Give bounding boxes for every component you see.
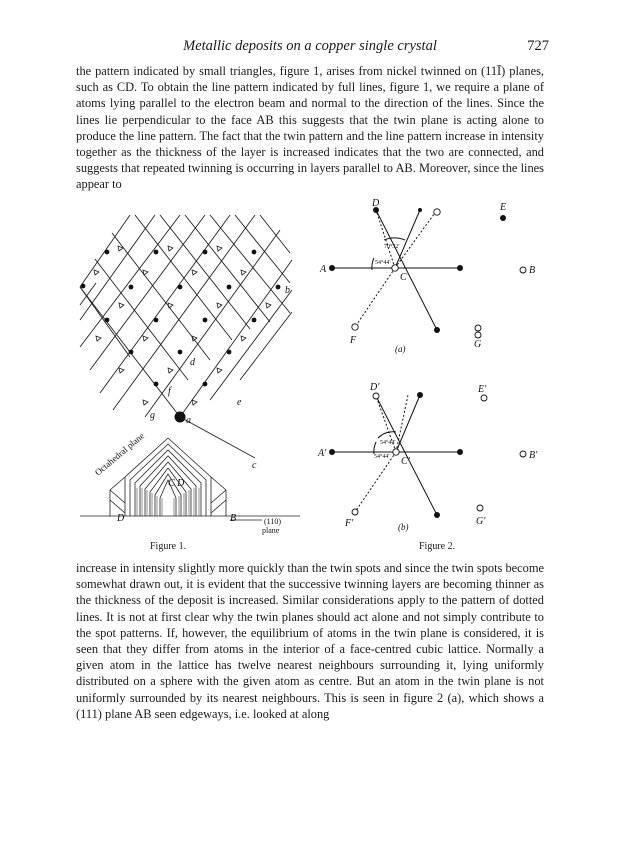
figure-mark [110,500,226,513]
figure-mark [396,395,408,452]
line-D-line [376,210,437,330]
label-2a-E: E [500,202,507,213]
point-bottom-prime [434,512,440,518]
twin-spot-triangle [94,270,99,275]
twin-spot-triangle [192,270,197,275]
figure-mark [160,215,250,329]
label-2b-E: E' [478,384,487,395]
label-2b-D: D' [370,382,380,393]
open-point-C-prime [393,449,399,455]
label-2b-F: F' [345,518,354,529]
octahedral-block [80,438,300,516]
twin-spot-triangle [192,336,197,341]
figure-2a-open-points [352,209,526,338]
line-C-F [355,268,395,327]
twin-spot-triangle [192,400,197,405]
label-2b-G: G' [476,516,486,527]
lattice-atom [178,285,183,290]
point-B-right [457,265,463,271]
open-point-C [392,265,398,271]
lattice-atom [276,285,281,290]
twin-spot-triangle [217,246,222,251]
figure-mark [135,215,232,340]
open-point-B [520,267,526,273]
lattice-atom [129,285,134,290]
line-a-c [180,417,255,458]
label-2a-A: A [320,264,327,275]
label-2b-panel: (b) [398,522,409,532]
figure-mark [378,432,396,438]
lattice-atom [252,250,257,255]
page-number: 727 [527,38,549,54]
lattice-atom [252,318,257,323]
open-point-D-prime [373,393,379,399]
paragraph-2: increase in intensity slightly more quickly than the twin spots and since the twin spots become somewhat drawn out, it is evident that the successive twinning layers are becoming thinner as the thickness of the deposit is increased. Similar considerations apply to the pattern of dotted lines. It is not at first clear why the twin planes should act alone and not simply contribute to the spot patterns. If, however, the equilibrium of atoms in the twin plane is considered, it is seen that they differ from atoms in the interior of a face-centred cubic lattice. Normally a given atom in the lattice has twelve nearest neighbours surrounding it, lying uniformly distributed on a sphere with the given atom as centre. But an atom in the twin plane is not uniformly surrounded by its nearest neighbours. This is seen in figure 2 (a), which shows a (111) plane AB seen edgeways, i.e. looked at along [76,561,544,721]
twin-spot-triangle [241,336,246,341]
twin-spot-triangle [143,270,148,275]
label-2a-D: D [372,198,380,209]
lattice-atom [178,350,183,355]
figure-1-atoms [81,250,281,423]
figure-1-triangles [94,246,271,405]
twin-spot-triangle [143,400,148,405]
point-A [329,265,335,271]
label-2a-F: F [350,335,357,346]
figure-mark [210,215,290,313]
twin-spot-triangle [266,303,271,308]
label-2a-angle1: 70°32' [384,244,400,250]
paragraph-1: the pattern indicated by small triangles, figure 1, arises from nickel twinned on (11Ī) planes, such as CD. To obtain the line pattern indicated by full lines, figure 1, we require a plane of atoms lying parallel to the electron beam and normal to the direction of the lines. Since the lines lie perpendicular to the face AB this suggests that the twin plane is acting alone to produce the line pattern. The fact that the twin pattern and the line pattern increase in intensity together as the thickness of the layer is increased indicates that the two are connected, and suggests that repeated twinning is occurring in layers parallel to AB. Moreover, since the lines appear to [76,64,544,192]
point-top-right [418,208,422,212]
twin-spot-triangle [143,336,148,341]
figure-mark [317,382,538,532]
figure-mark [319,198,535,354]
figure-mark [80,287,130,357]
open-point-top [434,209,440,215]
twin-spot-triangle [217,303,222,308]
label-2b-B: B' [529,450,538,461]
label-c: c [252,460,257,471]
open-point-E-prime [481,395,487,401]
label-cd: C D [168,478,185,489]
figure-mark [375,243,399,266]
twin-spot-triangle [217,368,222,373]
angle-arc-top [384,238,405,240]
line-C-up-prime [396,395,420,452]
point-bottom [434,327,440,333]
figure-mark [374,439,395,460]
figure-2-caption: Figure 2. [419,541,456,552]
open-point-G-prime [477,505,483,511]
lattice-atom [81,284,86,289]
label-2a-B: B [529,265,536,276]
label-g: g [150,410,155,421]
point-E [500,215,506,221]
twin-spot-triangle [241,270,246,275]
octahedral-block-verticals [137,488,199,516]
twin-spot-triangle [96,336,101,341]
open-point-G2 [475,332,481,338]
figure-mark [185,215,270,322]
label-B: B [230,513,237,524]
point-B-right-prime [457,449,463,455]
label-plane-110: (110) [264,517,282,526]
figure-mark [260,215,290,253]
twin-spot-triangle [168,368,173,373]
twin-spot-triangle [119,368,124,373]
label-d: d [190,357,195,368]
lattice-atom [203,250,208,255]
label-e: e [237,397,242,408]
lattice-atom [203,382,208,387]
label-2a-panel: (a) [395,344,406,354]
lattice-atom [203,318,208,323]
twin-spot-triangle [168,303,173,308]
twin-spot-triangle [119,303,124,308]
label-2b-C: C' [401,456,410,467]
figure-mark [145,230,280,417]
figure-mark [235,215,290,283]
open-point-F [352,324,358,330]
lattice-atom [227,350,232,355]
figure-mark [80,215,180,347]
figure-mark [90,215,205,370]
label-2a-angle2: 54°44' [375,260,391,266]
label-octahedral-plane: Octahedral plane [92,430,147,478]
lattice-atom [105,250,110,255]
lattice-atom [154,250,159,255]
figure-mark [80,215,155,320]
label-2b-A: A' [318,448,327,459]
label-f: f [168,386,171,397]
figure-mark [355,452,396,512]
label-2a-G: G [474,339,482,350]
label-b: b [285,285,290,296]
running-title: Metallic deposits on a copper single crystal [183,38,437,54]
point-A-prime [329,449,335,455]
lattice-atom [154,382,159,387]
label-2b-angle2: 54°44' [374,454,390,460]
open-point-F-prime [352,509,358,515]
lattice-atom [227,285,232,290]
open-point-G [475,325,481,331]
label-2a-C: C [400,272,407,283]
line-C-up [395,210,420,268]
lattice-atom [129,350,134,355]
point-top-prime [417,392,423,398]
figure-1-caption: Figure 1. [150,541,187,552]
lattice-atom [105,318,110,323]
figure-1-lattice [80,215,292,417]
open-point-B-prime [520,451,526,457]
label-plane-word: plane [262,526,280,535]
twin-spot-triangle [168,246,173,251]
lattice-atom [154,318,159,323]
figure-mark [210,290,292,400]
label-D: D [117,513,125,524]
figure-mark [110,490,226,503]
label-2b-angle1: 54°44' [380,440,396,446]
figure-2a-points [329,207,506,333]
label-a: a [186,415,191,426]
